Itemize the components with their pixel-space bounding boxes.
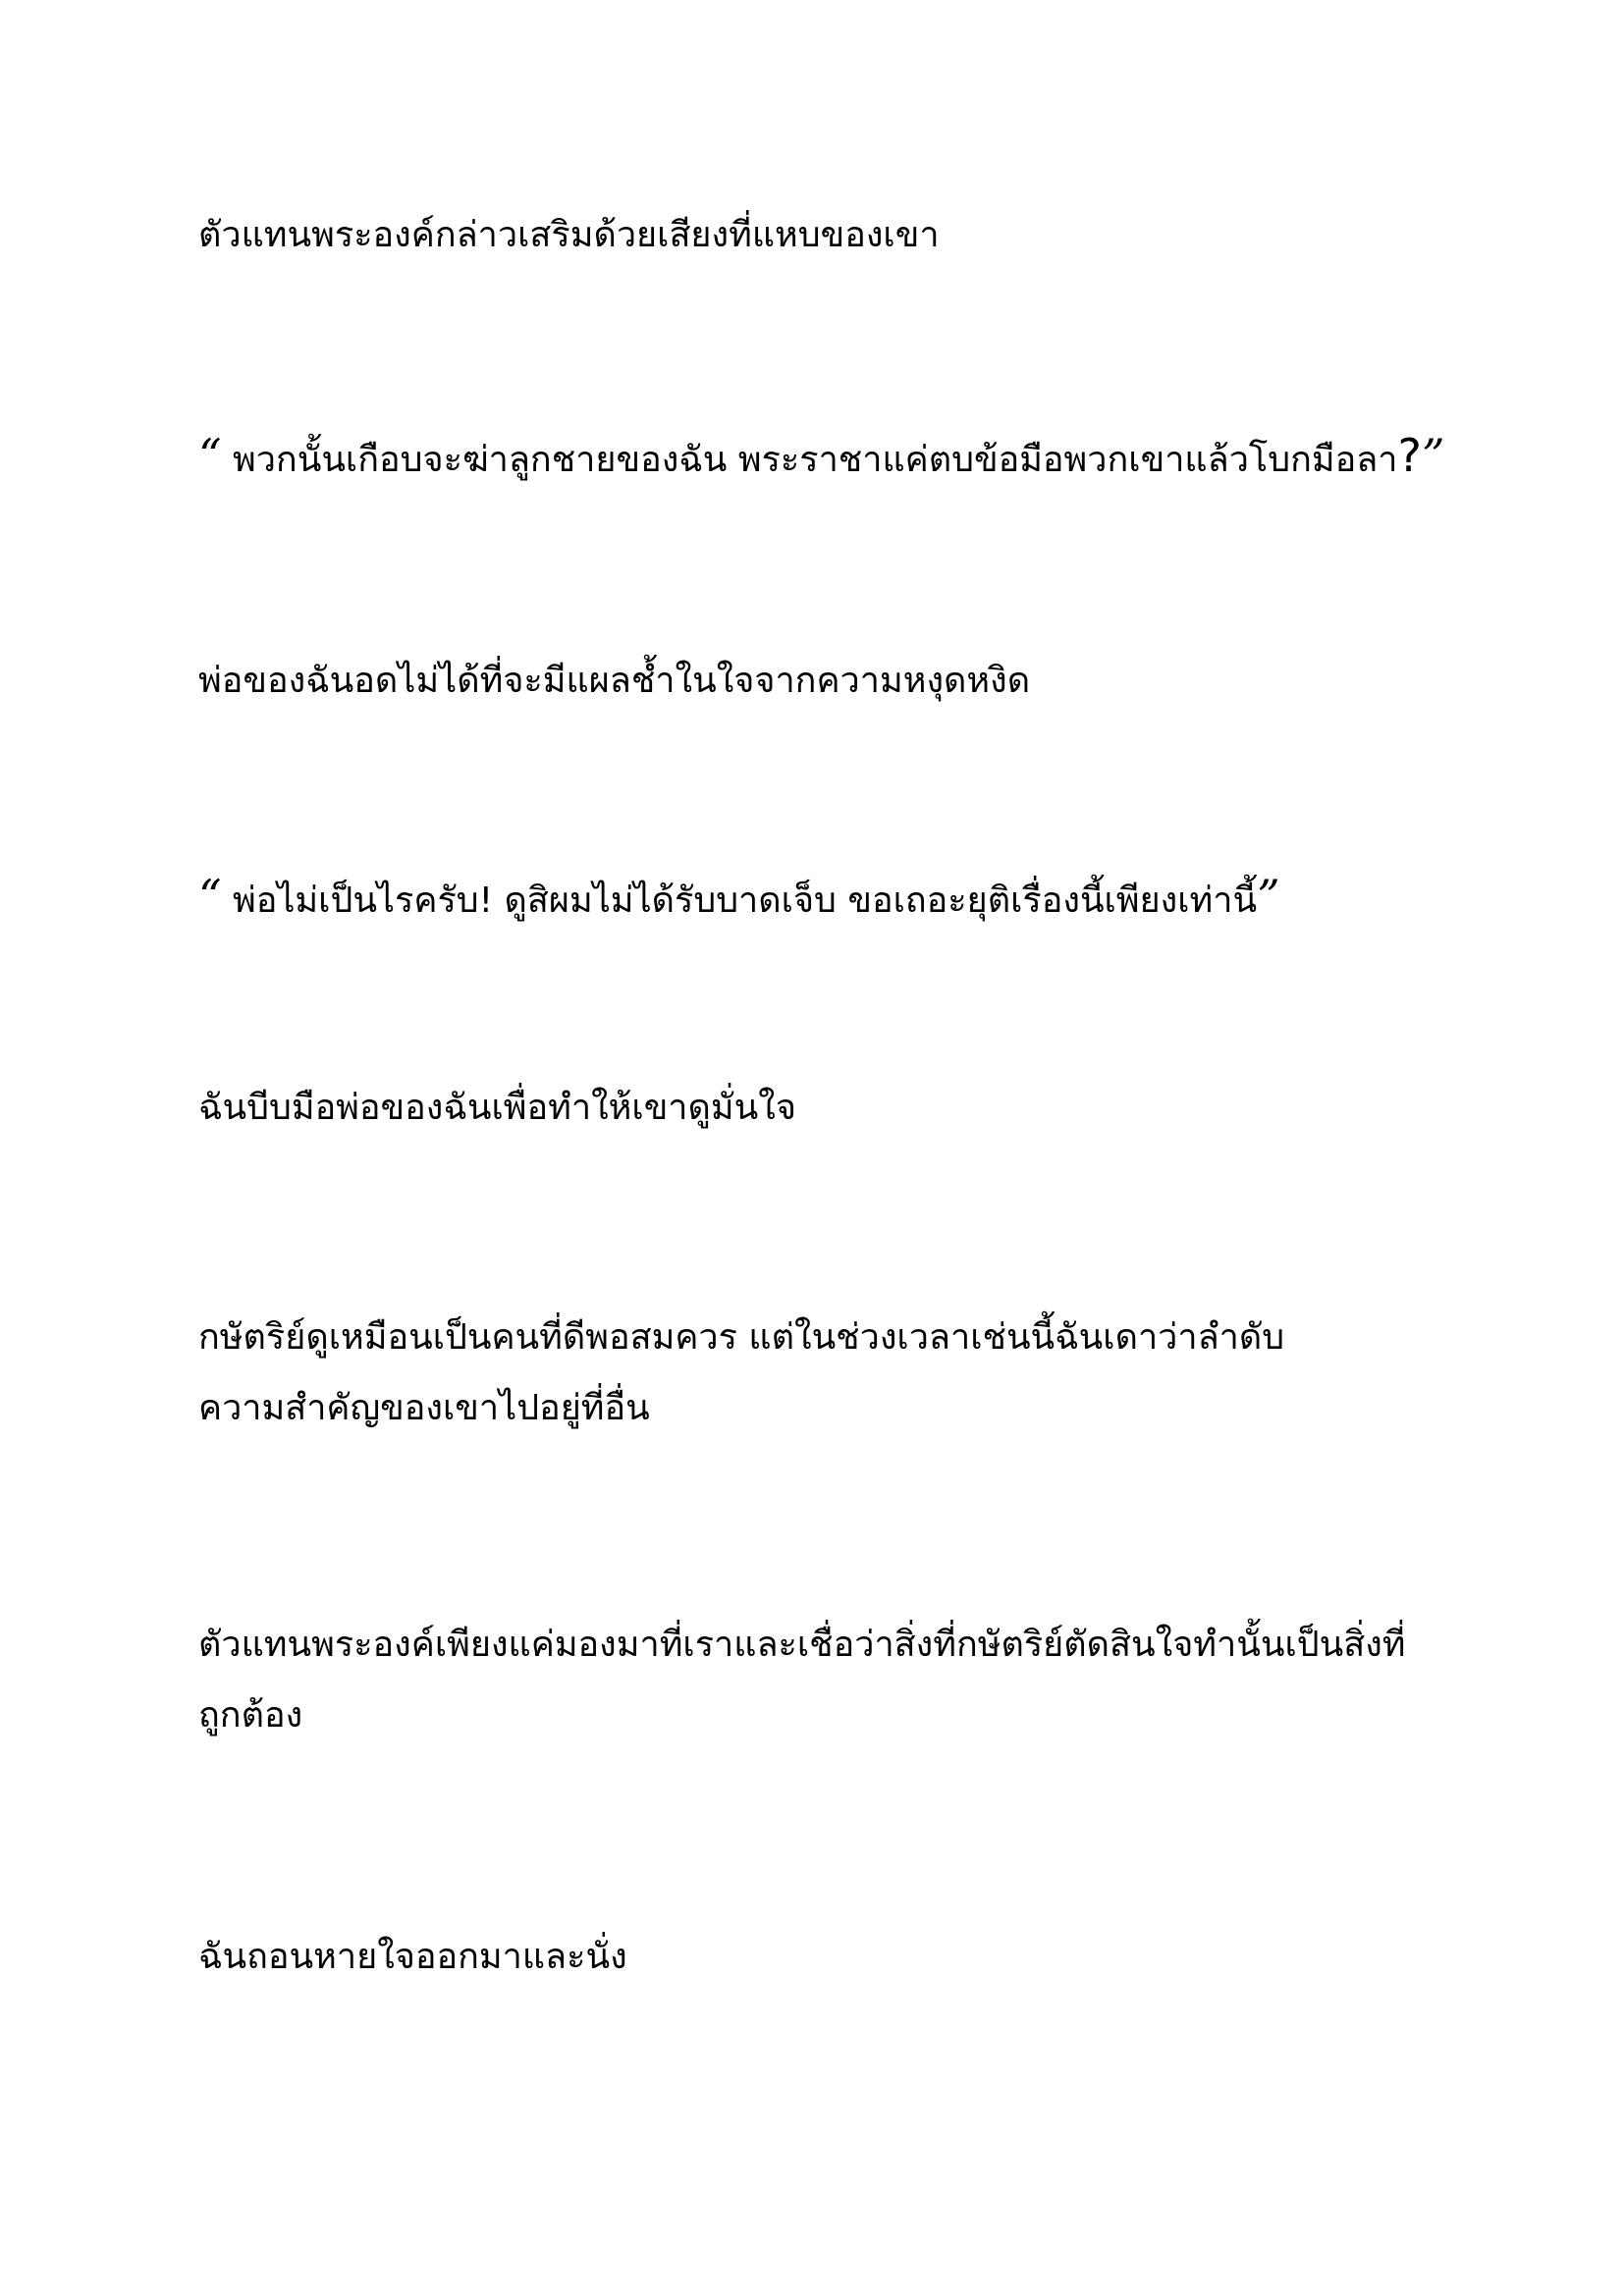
paragraph-8 xyxy=(198,1922,1465,1993)
paragraph-6 xyxy=(198,1303,1465,1444)
paragraph-1 xyxy=(198,200,1465,271)
paragraph-5-text: ฉันบีบมือพ่อของฉันเพื่อทำให้เขาดูมั่นใจ xyxy=(198,1088,796,1128)
paragraph-3 xyxy=(198,646,1465,717)
paragraph-3-text: พ่อของฉันอดไม่ได้ที่จะมีแผลช้ำในใจจากความหงุดหงิด xyxy=(198,661,1031,701)
paragraph-6-line-1: กษัตริย์ดูเหมือนเป็นคนที่ดีพอสมควร แต่ในช่วงเวลาเช่นนี้ฉันเดาว่าลำดับ xyxy=(198,1317,1285,1358)
paragraph-2-text: พวกนั้นเกือบจะฆ่าลูกชายของฉัน พระราชาแค่ตบข้อมือพวกเขาแล้วโบกมือลา xyxy=(221,440,1398,480)
open-quote: “ xyxy=(198,870,222,923)
paragraph-7-line-1: ตัวแทนพระองค์เพียงแค่มองมาที่เราและเชื่อว่าสิ่งที่กษัตริย์ตัดสินใจทำนั้นเป็นสิ่งที่ xyxy=(198,1625,1406,1665)
open-quote: “ xyxy=(198,429,222,482)
close-quote: ” xyxy=(1257,870,1280,923)
paragraph-7-line-2: ถูกต้อง xyxy=(198,1695,303,1735)
paragraph-1-text: ตัวแทนพระองค์กล่าวเสริมด้วยเสียงที่แหบของเขา xyxy=(198,215,940,255)
paragraph-6-line-2: ความสำคัญของเขาไปอยู่ที่อื่น xyxy=(198,1388,650,1428)
paragraph-7 xyxy=(198,1610,1465,1751)
paragraph-4-text: พ่อไม่เป็นไรครับ! ดูสิผมไม่ได้รับบาดเจ็บ ขอเถอะยุติเรื่องนี้เพียงเท่านี้ xyxy=(221,881,1258,921)
paragraph-5 xyxy=(198,1073,1465,1144)
paragraph-2-dialogue xyxy=(198,420,1465,496)
question-mark: ? xyxy=(1397,429,1422,482)
paragraph-4-dialogue xyxy=(198,861,1465,936)
close-quote: ” xyxy=(1421,429,1445,482)
paragraph-8-text: ฉันถอนหายใจออกมาและนั่ง xyxy=(198,1937,627,1977)
